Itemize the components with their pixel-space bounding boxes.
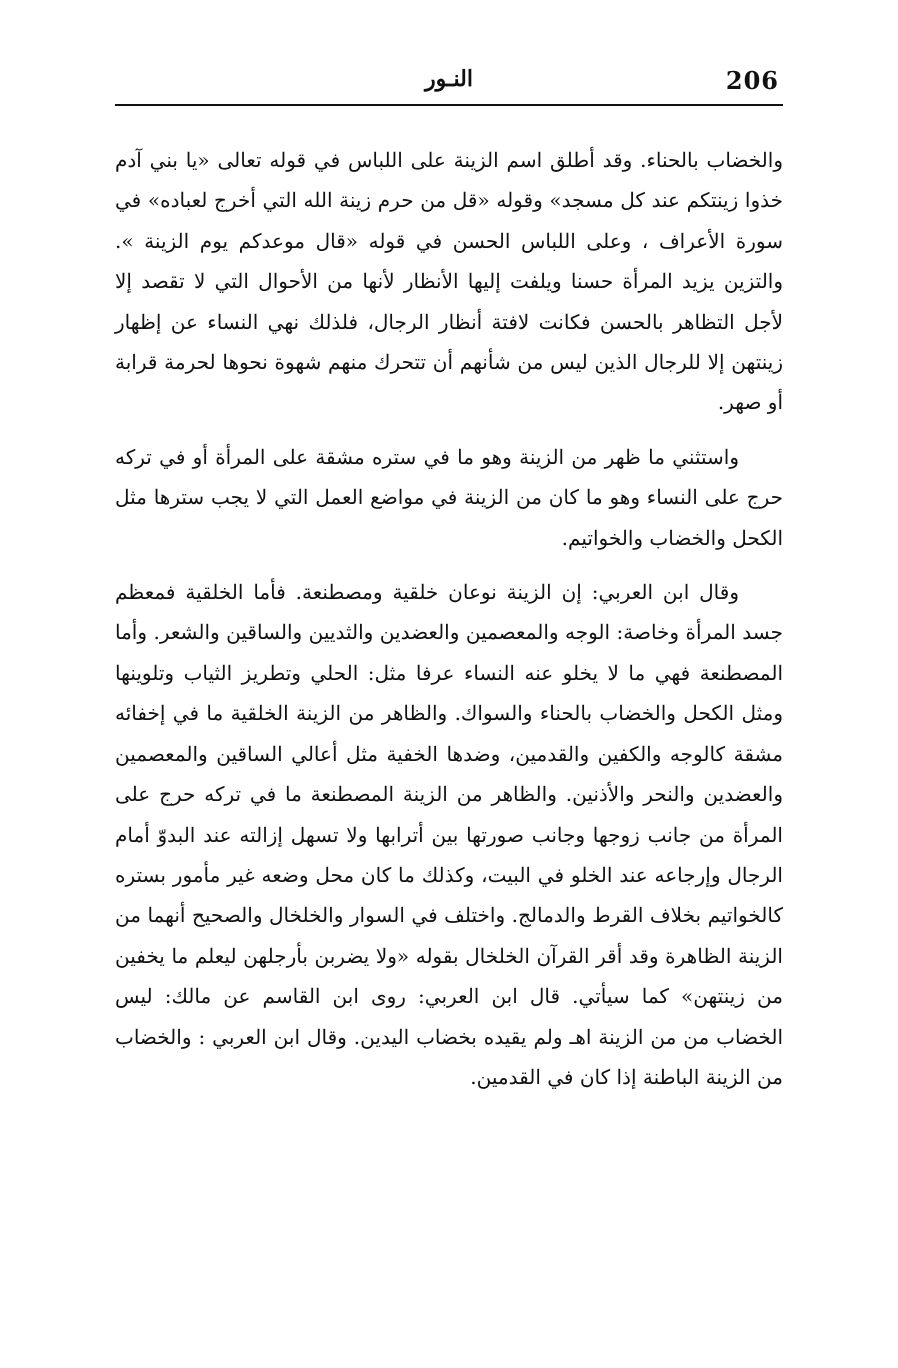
body-text [115,140,783,1097]
header-rule [115,104,783,106]
page-header [115,62,783,102]
paragraph-1: والخضاب بالحناء. وقد أطلق اسم الزينة على اللباس في قوله تعالى «يا بني آدم خذوا زينتكم عند كل مسجد» وقوله «قل من حرم زينة الله التي أخرج لعباده» في سورة الأعراف ، وعلى اللباس الحسن في قوله «قال موعدكم يوم الزينة ». والتزين يزيد المرأة حسنا ويلفت إليها الأنظار لأنها من الأحوال التي لا تقصد إلا لأجل التظاهر بالحسن فكانت لافتة أنظار الرجال، فلذلك نهي النساء عن إظهار زينتهن إلا للرجال الذين ليس من شأنهم أن تتحرك منهم شهوة نحوها لحرمة قرابة أو صهر. [115,148,783,415]
paragraph-3: وقال ابن العربي: إن الزينة نوعان خلقية ومصطنعة. فأما الخلقية فمعظم جسد المرأة وخاصة: الوجه والمعصمين والعضدين والثديين والساقين والشعر. وأما المصطنعة فهي ما لا يخلو عنه النساء عرفا مثل: الحلي وتطريز الثياب وتلوينها ومثل الكحل والخضاب بالحناء والسواك. والظاهر من الزينة الخلقية ما في إخفائه مشقة كالوجه والكفين والقدمين، وضدها الخفية مثل أعالي الساقين والمعصمين والعضدين والنحر والأذنين. والظاهر من الزينة المصطنعة ما في تركه حرج على المرأة من جانب زوجها وجانب صورتها بين أترابها ولا تسهل إزالته عند البدوّ أمام الرجال وإرجاعه عند الخلو في البيت، وكذلك ما كان محل وضعه غير مأمور بستره كالخواتيم بخلاف القرط والدمالج. واختلف في السوار والخلخال والصحيح أنهما من الزينة الظاهرة وقد أقر القرآن الخلخال بقوله «ولا يضربن بأرجلهن ليعلم ما يخفين من زينتهن» كما سيأتي. قال ابن العربي: روى ابن القاسم عن مالك: ليس الخضاب من من الزينة اهـ ولم يقيده بخضاب اليدين. وقال ابن العربي : والخضاب من الزينة الباطنة إذا كان في القدمين. [115,580,783,1089]
running-title: النـور [425,66,473,92]
paragraph-2: واستثني ما ظهر من الزينة وهو ما في ستره مشقة على المرأة أو في تركه حرج على النساء وهو ما كان من الزينة في مواضع العمل التي لا يجب سترها مثل الكحل والخضاب والخواتيم. [115,444,783,550]
page-number: 206 [725,66,779,95]
